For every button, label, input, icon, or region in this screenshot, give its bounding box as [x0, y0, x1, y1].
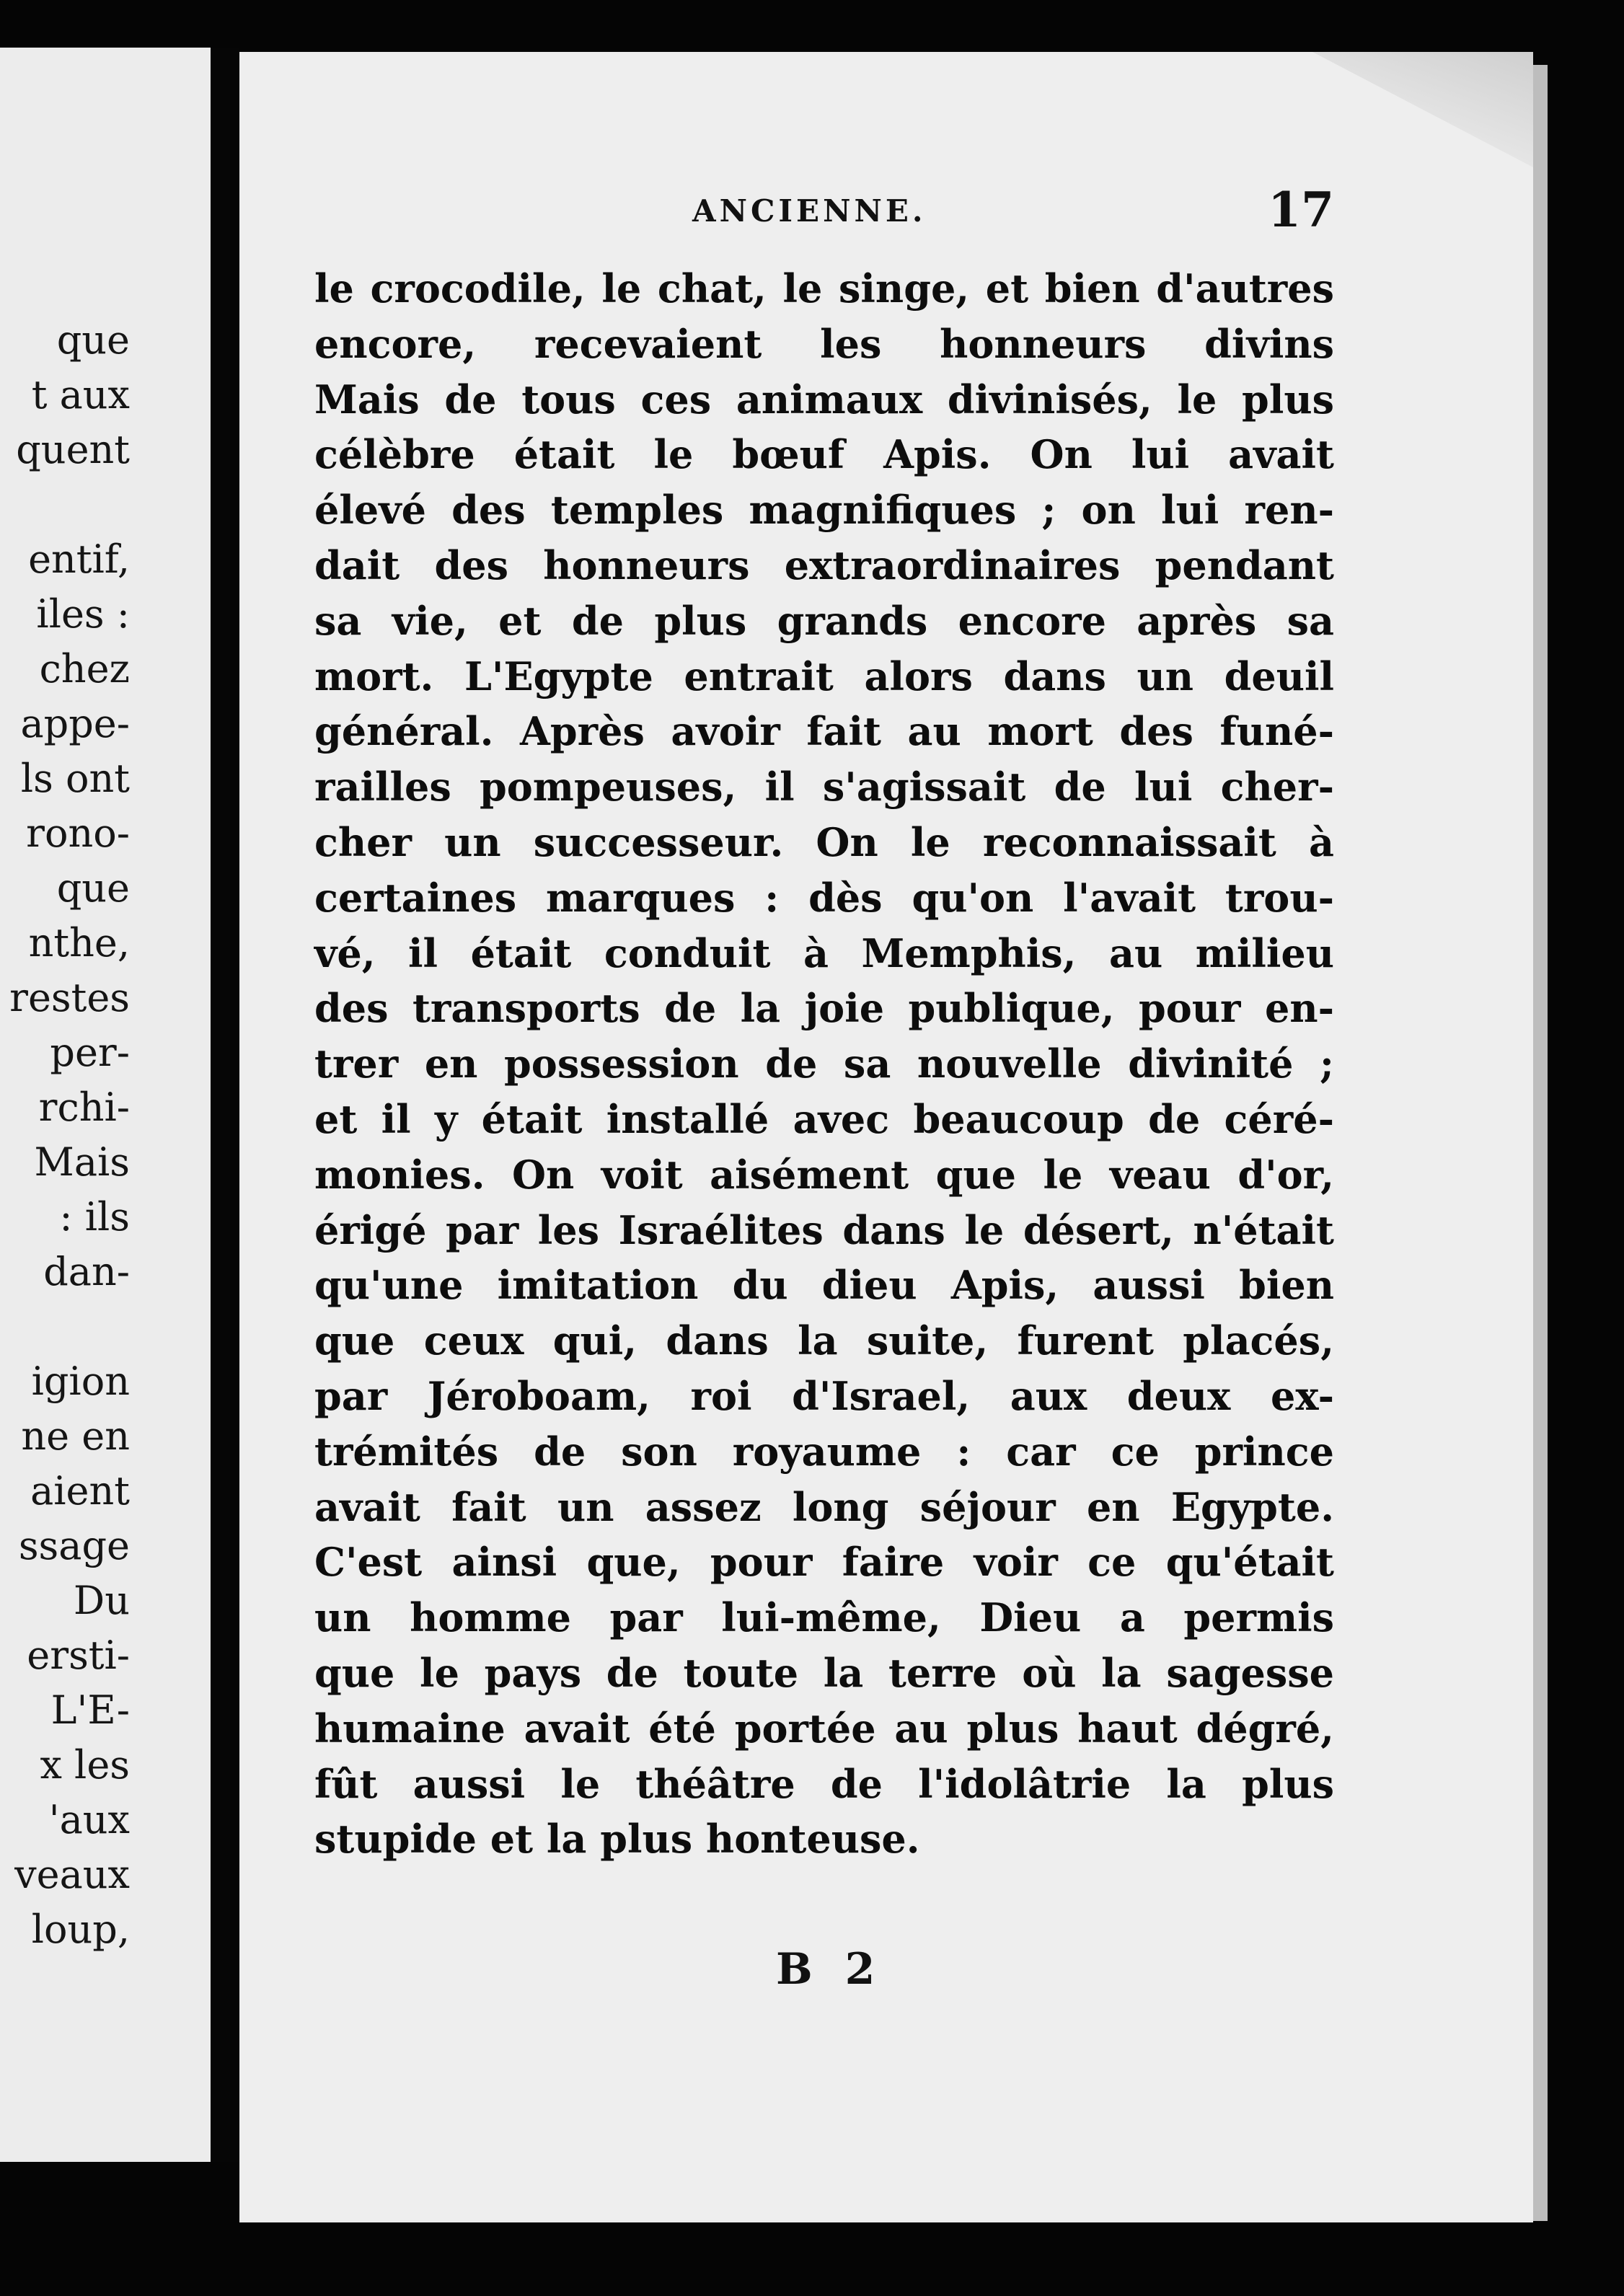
body-line: dait des honneurs extraordinaires pendant — [314, 542, 1334, 588]
body-line: sa vie, et de plus grands encore après sa — [314, 597, 1334, 644]
body-line: Mais de tous ces animaux divinisés, le plus — [314, 376, 1334, 423]
left-page-line: appe- — [20, 701, 130, 746]
body-line: humaine avait été portée au plus haut dégré, — [314, 1705, 1334, 1752]
body-line: qu'une imitation du dieu Apis, aussi bien — [314, 1262, 1334, 1309]
left-page-line: t aux — [31, 372, 130, 418]
left-page-line: ssage — [18, 1523, 130, 1568]
left-page-line: ersti- — [27, 1633, 130, 1678]
body-line: général. Après avoir fait au mort des funé- — [314, 708, 1334, 755]
page-gutter — [211, 48, 239, 2162]
left-page-line: igion — [31, 1359, 130, 1404]
body-line: et il y était installé avec beaucoup de céré- — [314, 1095, 1334, 1142]
body-text — [314, 261, 1334, 1867]
body-line: érigé par les Israélites dans le désert, n'était — [314, 1206, 1334, 1253]
left-page-line: dan- — [43, 1249, 130, 1294]
left-page-line: restes — [9, 975, 130, 1020]
page-edge — [1533, 65, 1548, 2221]
left-page-line: x les — [40, 1742, 130, 1788]
left-page-line: : ils — [59, 1194, 130, 1240]
left-page-line: Du — [73, 1578, 130, 1623]
left-page-text — [0, 313, 130, 1957]
left-page-line: iles : — [36, 591, 130, 637]
left-page-line: nthe, — [28, 920, 130, 966]
left-page-line: ne en — [21, 1413, 130, 1459]
body-line: élevé des temples magnifiques ; on lui ren- — [314, 487, 1334, 534]
left-page-line: L'E- — [50, 1687, 130, 1733]
body-line: cher un successeur. On le reconnaissait à — [314, 818, 1334, 865]
left-page-line: aient — [30, 1468, 130, 1514]
body-line: C'est ainsi que, pour faire voir ce qu'était — [314, 1539, 1334, 1586]
body-line: que le pays de toute la terre où la sagesse — [314, 1649, 1334, 1696]
body-line: que ceux qui, dans la suite, furent placés, — [314, 1317, 1334, 1364]
left-page — [0, 48, 211, 2162]
left-page-line: rchi- — [38, 1085, 130, 1130]
left-page-line: rono- — [26, 811, 130, 856]
left-page-line — [0, 1299, 130, 1354]
body-line: vé, il était conduit à Memphis, au milieu — [314, 930, 1334, 976]
left-page-line: entif, — [28, 537, 130, 582]
left-page-line: que — [56, 317, 130, 363]
left-page-line — [0, 477, 130, 532]
body-line: fût aussi le théâtre de l'idolâtrie la plus — [314, 1760, 1334, 1807]
running-head: ANCIENNE. — [692, 193, 927, 229]
left-page-line: Mais — [34, 1139, 130, 1185]
body-line: railles pompeuses, il s'agissait de lui cher- — [314, 764, 1334, 811]
left-page-line: per- — [50, 1030, 130, 1075]
body-line: le crocodile, le chat, le singe, et bien d'autres — [314, 265, 1334, 312]
body-line: célèbre était le bœuf Apis. On lui avait — [314, 431, 1334, 478]
body-line: certaines marques : dès qu'on l'avait trou- — [314, 874, 1334, 921]
left-page-line: chez — [39, 646, 130, 692]
body-line: des transports de la joie publique, pour en- — [314, 985, 1334, 1032]
body-line: un homme par lui-même, Dieu a permis — [314, 1594, 1334, 1641]
left-page-line: quent — [16, 427, 130, 472]
left-page-line: veaux — [14, 1852, 130, 1897]
body-line: par Jéroboam, roi d'Israel, aux deux ex- — [314, 1372, 1334, 1419]
body-line: stupide et la plus honteuse. — [314, 1816, 920, 1863]
left-page-line: que — [56, 865, 130, 911]
body-line: encore, recevaient les honneurs divins — [314, 320, 1334, 367]
body-line: monies. On voit aisément que le veau d'or, — [314, 1151, 1334, 1198]
signature-mark: B 2 — [776, 1944, 884, 1995]
body-line: avait fait un assez long séjour en Egypte. — [314, 1483, 1334, 1530]
page-header — [317, 182, 1334, 238]
body-line: mort. L'Egypte entrait alors dans un deuil — [314, 653, 1334, 699]
left-page-line: 'aux — [48, 1797, 130, 1842]
left-page-line: loup, — [31, 1907, 130, 1952]
body-line: trémités de son royaume : car ce prince — [314, 1428, 1334, 1475]
left-page-line: ls ont — [20, 756, 130, 801]
page-number: 17 — [1268, 182, 1334, 238]
body-line: trer en possession de sa nouvelle divinité ; — [314, 1041, 1334, 1087]
